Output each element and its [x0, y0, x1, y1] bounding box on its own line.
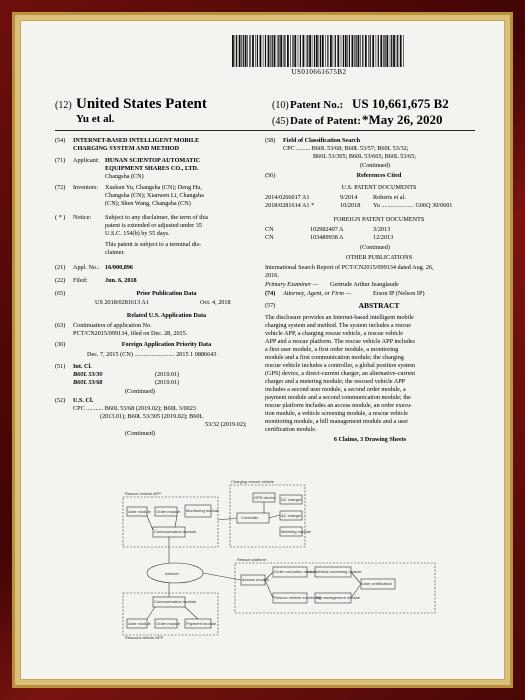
us-cl-field: (52) U.S. Cl. CPC ........... B60L 53/68 (2019.02); B60L 3/0023 (2013.01); B60L 53/305 (2019.02); B60L 53/32 (2019.02); (Continued) [55, 397, 247, 437]
barcode-bar [337, 35, 339, 67]
abstract-line: charger and a metering module; the rescued vehicle APP [265, 378, 406, 385]
barcode-bar [252, 35, 254, 67]
barcode-bar [298, 35, 299, 67]
barcode-bar [360, 35, 361, 67]
barcode-bar [306, 35, 307, 67]
barcode-bar [255, 35, 256, 67]
barcode-bar [294, 35, 296, 67]
abstract-line: charging system and method. The system includes a rescue [265, 322, 412, 329]
code-12: (12) [55, 100, 72, 111]
foreign-patent-docs: FOREIGN PATENT DOCUMENTS CN 102982407 A 3/2013 CN 103489938 A 12/2013 (Continued) [265, 216, 475, 254]
access-text: Access module [242, 577, 270, 582]
filed-field: (22) Filed: Jun. 6, 2018 [55, 277, 137, 284]
barcode-bar [232, 35, 234, 67]
applicant-field: (71) Applicant: HUNAN SCIENTOP AUTOMATIC EQUIPMENT SHARES CO., LTD. Changsha (CN) [55, 157, 201, 180]
barcode-bar [316, 35, 318, 67]
barcode-bar [235, 35, 236, 67]
code-45: (45) [272, 116, 289, 127]
related-heading: Related U.S. Application Data [126, 312, 207, 319]
references-heading: (56) References Cited [265, 172, 402, 179]
barcode-bar [335, 35, 336, 67]
abstract-line: APP and a rescue platform. The rescue vehicle APP includes [265, 338, 415, 345]
reference-cell: 102982407 A [310, 226, 344, 233]
abstract-line: payment module and a second communication module; the [265, 394, 411, 401]
reference-cell: CN [265, 234, 274, 241]
reference-cell: 3/2013 [373, 226, 391, 233]
abstract-line: tion module, a vehicle screening module, a rescue vehicle [265, 410, 408, 417]
patent-date: *May 26, 2020 [362, 112, 443, 127]
rescue-app-label: Rescue vehicle APP [125, 491, 162, 496]
reference-cell: Yu ..................... G06Q 30/0601 [373, 202, 453, 209]
barcode-bar [245, 35, 247, 67]
barcode-bar [312, 35, 313, 67]
barcode-bar [352, 35, 354, 67]
barcode-bar [260, 35, 262, 67]
barcode-bar [270, 35, 271, 67]
barcode-bar [277, 35, 278, 67]
barcode-bar [400, 35, 402, 67]
barcode-bar [391, 35, 392, 67]
abstract-line: includes a second user module, a second order module, a [265, 386, 406, 393]
reference-cell: 12/2013 [373, 234, 394, 241]
barcode-bar [247, 35, 248, 67]
barcode-bar [243, 35, 244, 67]
abstract-line: rescue vehicle includes a controller, a global position system [265, 362, 416, 369]
barcode-bar [368, 35, 369, 67]
abstract-line: The disclosure provides an Internet-based intelligent mobile [265, 314, 414, 321]
patent-number: US 10,661,675 B2 [352, 96, 449, 111]
abstract-line: rescue platform includes an access module, an order execu- [265, 402, 413, 409]
gps-text: GPS device [254, 495, 276, 500]
abstract-heading: (57) ABSTRACT [265, 301, 400, 310]
inventors-field: (72) Inventors: Xuekun Yu, Changsha (CN); Deng Hu, Changsha (CN); Xianwen Li, Changsha (CN); Shen Wang, Changsha (CN) [55, 184, 204, 207]
foreign-priority-field: (30) Foreign Application Priority Data Dec. 7, 2015 (CN) .......................... 2015 1 0886643 [55, 341, 217, 358]
appl-no-field: (21) Appl. No.: 16/000,896 [55, 264, 134, 271]
reference-cell: 10/2018 [340, 202, 361, 209]
rescue-mon-text: Rescue vehicle monitoring [274, 595, 321, 600]
reference-row [265, 202, 475, 210]
patent-type-title: United States Patent [76, 96, 207, 112]
system-diagram [115, 475, 463, 640]
barcode-bar [333, 35, 334, 67]
reference-cell: 2014/0266017 A1 [265, 194, 310, 201]
dc-charger-text: DC charger [281, 497, 302, 502]
order-module-text: Order module [156, 509, 181, 514]
abstract-line: vehicle APP, a charging rescue vehicle, a rescue vehicle [265, 330, 404, 337]
barcode-bar [383, 35, 384, 67]
barcode-bar [257, 35, 258, 67]
other-publications: OTHER PUBLICATIONS International Search Report of PCT/CN2015/099134 dated Aug. 26, 2016. [265, 254, 434, 279]
int-cl-field: (51) Int. Cl. B60L 53/30 (2019.01) B60L 53/68 (2019.01) (Continued) [55, 363, 180, 395]
barcode-bar [403, 35, 404, 67]
bill-text: Bill management module [316, 595, 361, 600]
barcode-bar [236, 35, 237, 67]
barcode-bar [358, 35, 360, 67]
reference-cell: 103489938 A [310, 234, 344, 241]
claims-summary: 6 Claims, 3 Drawing Sheets [333, 436, 407, 443]
payment-text: Payment module [186, 621, 217, 626]
barcode-bar [390, 35, 391, 67]
user-module-2-text: User module [128, 621, 151, 626]
barcode-bar [303, 35, 305, 67]
patent-no-label: Patent No.: [290, 99, 344, 111]
barcode-bar [278, 35, 279, 67]
barcode-bar [347, 35, 348, 67]
barcode-bar [393, 35, 395, 67]
barcode-bar [307, 35, 308, 67]
barcode-bar [341, 35, 342, 67]
barcode-bar [249, 35, 250, 67]
barcode-bar [241, 35, 242, 67]
left-column [55, 137, 260, 437]
barcode-bar [280, 35, 282, 67]
rescue-app-group [123, 497, 218, 547]
screening-text: Vehicle screening module [316, 569, 362, 574]
barcode-bar [397, 35, 398, 67]
reference-cell: 2018/0281614 A1 * [265, 202, 315, 209]
barcode-bar [274, 35, 276, 67]
metering-text: Metering module [281, 529, 311, 534]
barcode-bar [263, 35, 264, 67]
reference-row [265, 194, 475, 202]
abstract-line: monitoring module, a bill management module and a user [265, 418, 409, 425]
barcode-bar [287, 35, 289, 67]
comm-module-2-text: Communication module [154, 599, 197, 604]
header-rule [55, 130, 475, 131]
barcode-bar [356, 35, 357, 67]
foreign-docs-table [265, 226, 475, 242]
barcode-bar [268, 35, 270, 67]
reference-cell: 9/2014 [340, 194, 358, 201]
barcode [232, 35, 406, 67]
barcode-bar [396, 35, 397, 67]
reference-cell: CN [265, 226, 274, 233]
code-10: (10) [272, 100, 289, 111]
barcode-bar [309, 35, 311, 67]
ac-charger-text: AC charger [281, 513, 302, 518]
barcode-bar [265, 35, 266, 67]
date-label: Date of Patent: [290, 115, 361, 127]
reference-row [265, 226, 475, 234]
abstract-line: a first user module, a first order module, a monitoring [265, 346, 399, 353]
barcode-bar [330, 35, 332, 67]
order-module-2-text: Order module [156, 621, 181, 626]
barcode-bar [322, 35, 324, 67]
rescued-app-label: Rescued vehicle APP [125, 635, 164, 640]
barcode-bar [325, 35, 326, 67]
order-exec-text: Order execution module [274, 569, 317, 574]
reference-row [265, 234, 475, 242]
patent-author: Yu et al. [76, 113, 115, 125]
barcode-bar [386, 35, 388, 67]
barcode-bar [320, 35, 321, 67]
attorney-field: (74) Attorney, Agent, or Firm — Erson IP (Nelson IP) [265, 290, 425, 297]
reference-cell: Roberts et al. [373, 194, 406, 201]
us-docs-table [265, 194, 475, 210]
internet-text: Internet [165, 571, 179, 576]
abstract-line: module and a first communication module; the charging [265, 354, 404, 361]
charging-vehicle-label: Charging rescue vehicle [231, 479, 274, 484]
comm-module-text: Communication module [154, 529, 197, 534]
barcode-bar [365, 35, 367, 67]
prior-pub-field: (65) Prior Publication Data US 2018/0281613 A1 Oct. 4, 2018 [55, 290, 231, 306]
barcode-bar [370, 35, 371, 67]
barcode-number: US010661675B2 [291, 68, 347, 76]
abstract-line: (GPS) device, a direct-current charger, an alternative-current [265, 370, 416, 377]
barcode-bar [376, 35, 377, 67]
barcode-bar [349, 35, 350, 67]
barcode-bar [239, 35, 241, 67]
us-patent-docs: U.S. PATENT DOCUMENTS 2014/0266017 A1 9/2014 Roberts et al. 2018/0281614 A1 * 10/2018 Yu ..................... G06Q 30/0601 [265, 184, 475, 216]
barcode-bar [327, 35, 328, 67]
monitor-module-text: Monitoring module [186, 508, 219, 513]
barcode-bar [345, 35, 347, 67]
user-cert-text: User certification [362, 581, 392, 586]
barcode-bar [272, 35, 273, 67]
barcode-bar [384, 35, 385, 67]
right-column [265, 137, 475, 446]
notice-field: ( * ) Notice: Subject to any disclaimer, the term of this patent is extended or adjusted under 35 U.S.C. 154(b) by 55 days. This patent is subject to a terminal dis- claimer. [55, 214, 209, 256]
title-field: (54) INTERNET-BASED INTELLIGENT MOBILE CHARGING SYSTEM AND METHOD [55, 137, 200, 152]
barcode-bar [300, 35, 301, 67]
barcode-bar [284, 35, 285, 67]
barcode-bar [314, 35, 315, 67]
classification-field: (58) Field of Classification Search CPC ......... B60L 53/68; B60L 53/57; B60L 53/32; B60L 53/305; B60L 53/665; B60L 53/65; (Continued) [265, 137, 416, 169]
primary-examiner: Primary Examiner — Gertrude Arthur Jeanglaude [265, 281, 399, 288]
continuation-field: (63) Continuation of application No. PCT/CN2015/099134, filed on Dec. 28, 2015. [55, 322, 188, 337]
platform-label: Rescue platform [237, 557, 267, 562]
barcode-bar [380, 35, 382, 67]
barcode-bar [319, 35, 320, 67]
barcode-bar [362, 35, 363, 67]
abstract-line: certification module. [265, 426, 317, 433]
barcode-bar [378, 35, 379, 67]
abstract-text [265, 314, 475, 436]
barcode-bar [292, 35, 293, 67]
user-module-text: User module [128, 509, 151, 514]
barcode-bar [354, 35, 355, 67]
barcode-bar [372, 35, 374, 67]
barcode-bar [290, 35, 291, 67]
controller-text: Controller [241, 515, 259, 520]
barcode-bar [343, 35, 344, 67]
barcode-bar [283, 35, 284, 67]
